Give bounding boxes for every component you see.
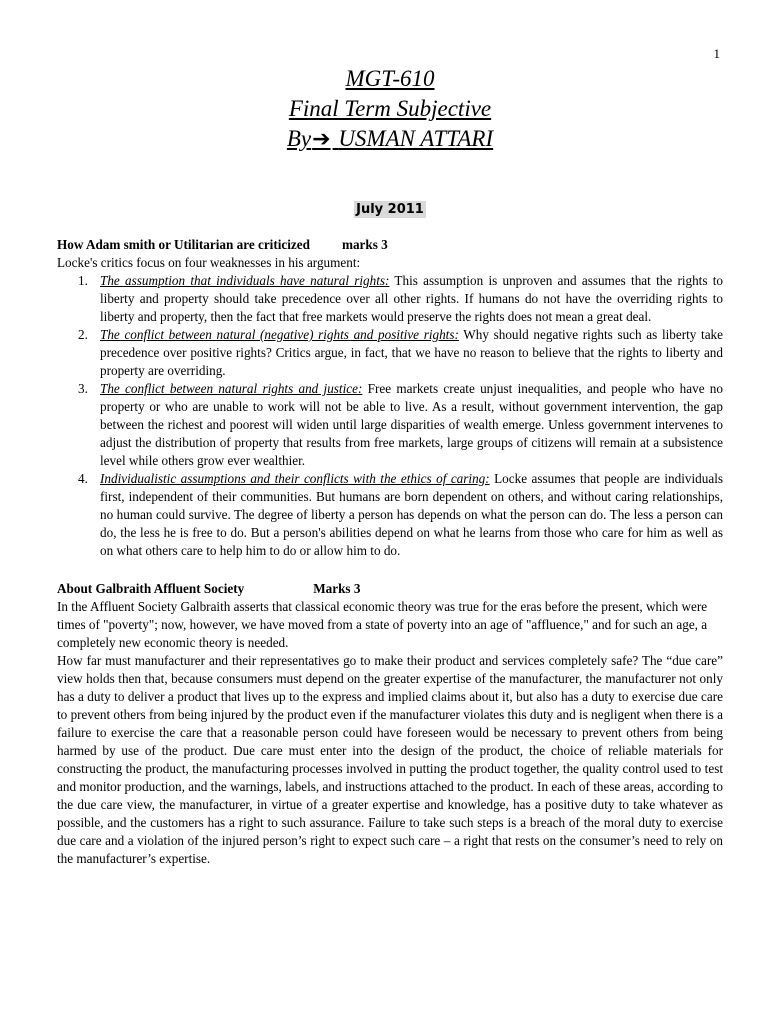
list-item-text: Free markets create unjust inequalities, and people who have no property or who are unable to work will not be able to live. As a result, without government intervention, the gap between the richest and poorest will widen until large disparities of wealth emerge. Unless government intervenes to adjust the distribution of property that results from free markets, large groups of citizens will remain at a subsistence level while others grow ever wealthier. [100, 381, 723, 468]
answer-paragraph: In the Affluent Society Galbraith asserts that classical economic theory was true for the eras before the present, which were times of "poverty"; now, however, we have moved from a state of poverty into an age of "affluence," and for such an age, a completely new economic theory is needed. [57, 599, 708, 650]
list-item-text: This assumption is unproven and assumes that the rights to liberty and property should take precedence over all other rights. If humans do not have the overriding rights to liberty and property, then the fact that free markets would preserve the rights does not mean a great deal. [100, 273, 723, 324]
question-title: How Adam smith or Utilitarian are criticized [57, 237, 310, 252]
session-label: July 2011 [356, 202, 424, 217]
list-item [78, 326, 723, 380]
question-title: About Galbraith Affluent Society [57, 581, 245, 596]
by-label: By [286, 126, 312, 151]
question-section [57, 236, 723, 560]
session-heading [0, 200, 768, 219]
criticism-list [57, 272, 723, 560]
list-item [78, 272, 723, 326]
list-item-title: The conflict between natural (negative) rights and positive rights: [100, 327, 459, 342]
document-body [57, 236, 723, 868]
document-title [0, 64, 768, 154]
answer-paragraph: How far must manufacturer and their representatives go to make their product and services completely safe? The “due care” view holds then that, because consumers must depend on the greater expertise of the manufacturer, the manufacturer not only has a duty to deliver a product that lives up to the express and implied claims about it, but also has a duty to exercise due care to prevent others from being injured by the product even if the manufacturer violates this duty and is negligent when there is a failure to exercise the care that a reasonable person could have foreseen would be necessary to prevent others from being harmed by use of the product. Due care must enter into the design of the product, the choice of reliable materials for constructing the product, the manufacturing processes involved in putting the product together, the quality control used to test and monitor production, and the warnings, labels, and instructions attached to the product. In each of these areas, according to the due care view, the manufacturer, in virtue of a greater expertise and knowledge, has a positive duty to take whatever as possible, and the customers has a right to such assurance. Failure to take such steps is a breach of the moral duty to exercise due care and a violation of the injured person’s right to expect such care – a right that rests on the consumer’s need to rely on the manufacturer’s expertise. [57, 653, 723, 866]
author-line [0, 124, 768, 154]
question-heading [57, 236, 723, 254]
list-item [78, 470, 724, 560]
list-item-title: Individualistic assumptions and their conflicts with the ethics of caring: [100, 471, 490, 486]
question-marks: marks 3 [341, 237, 388, 252]
page-number: 1 [713, 46, 720, 61]
list-item-number: 2. [78, 327, 88, 342]
list-item-number: 1. [78, 273, 88, 288]
course-code: MGT-610 [345, 66, 435, 91]
document-subtitle: Final Term Subjective [288, 96, 492, 121]
list-item-title: The assumption that individuals have natural rights: [100, 273, 390, 288]
list-item-number: 4. [78, 471, 88, 486]
list-item-number: 3. [78, 381, 88, 396]
list-item-title: The conflict between natural rights and justice: [100, 381, 363, 396]
list-item-text: Why should negative rights such as liberty take precedence over positive rights? Critics argue, in fact, that we have no reason to believe that the rights to liberty and property are overriding. [100, 327, 723, 378]
right-arrow-icon: ➔ [312, 126, 331, 151]
question-marks: Marks 3 [313, 581, 361, 596]
list-item-text: Locke assumes that people are individuals first, independent of their communities. But humans are born dependent on others, and without caring relationships, no human could survive. The degree of liberty a person has depends on what the person can do. The less a person can do, the less he is free to do. But a person's abilities depend on what he learns from those who care for him as well as on what others care to help him to do or allow him to do. [100, 471, 724, 558]
list-item [78, 380, 723, 470]
question-intro: Locke's critics focus on four weaknesses in his argument: [57, 255, 361, 270]
author-name: USMAN ATTARI [338, 126, 494, 151]
question-heading [57, 580, 723, 598]
question-section [57, 580, 723, 868]
